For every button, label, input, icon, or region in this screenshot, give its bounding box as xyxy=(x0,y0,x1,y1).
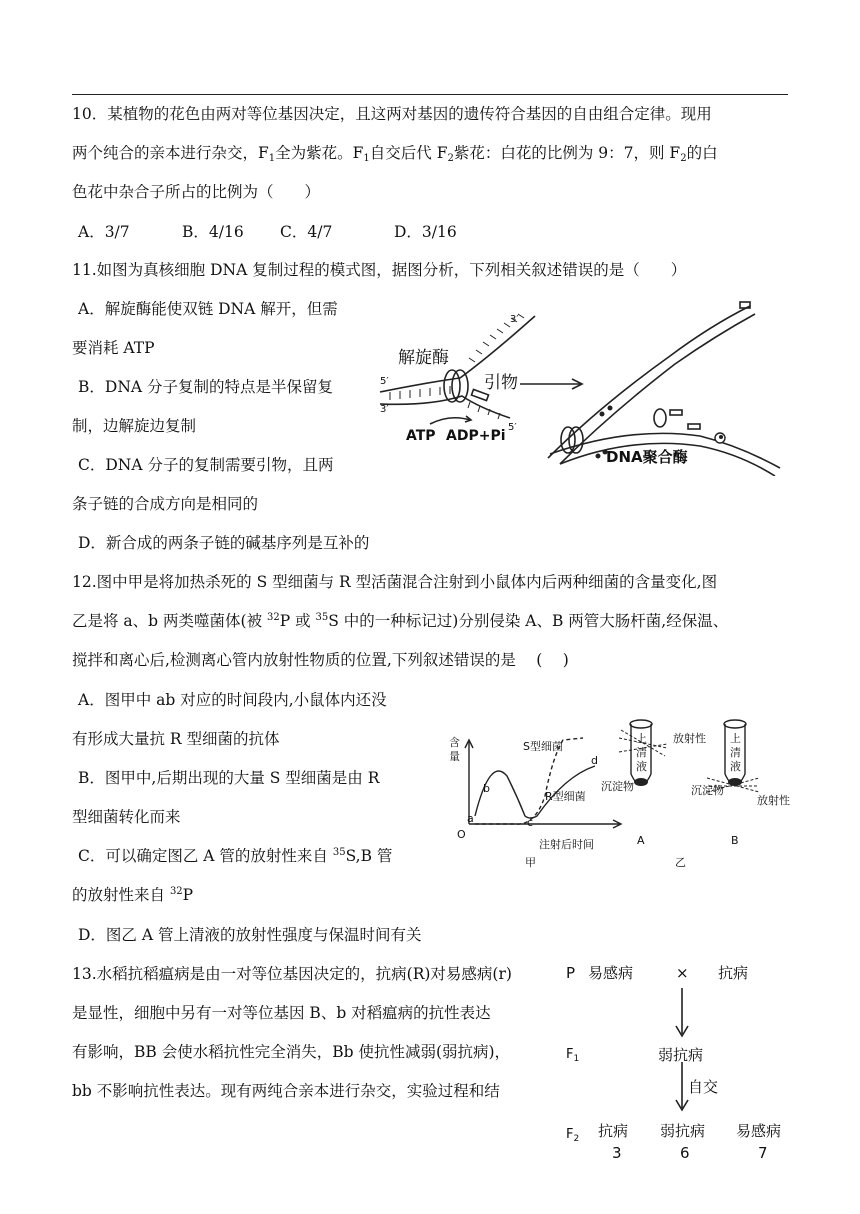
label-sediment-a: 沉淀物 xyxy=(601,780,634,793)
q13-line3: 有影响，BB 会使水稻抗性完全消失，Bb 使抗性减弱(弱抗病)， xyxy=(72,1043,511,1061)
label-cross: × xyxy=(676,964,689,982)
label-s-type: S型细菌 xyxy=(523,740,563,753)
label-r-type: R型细菌 xyxy=(545,790,586,803)
q11-option-c-line1: C．DNA 分子的复制需要引物，且两 xyxy=(78,456,334,474)
q12-line1: 12.图中甲是将加热杀死的 S 型细菌与 R 型活菌混合注射到小鼠体内后两种细菌的含量变化,图 xyxy=(72,573,718,591)
label-5prime-a: 5′ xyxy=(380,376,389,387)
label-radioactive-a: 放射性 xyxy=(673,732,706,745)
bacteria-phage-figure xyxy=(445,716,790,872)
label-tube-a: A xyxy=(637,834,645,847)
label-count-susceptible: 7 xyxy=(758,1144,768,1162)
label-point-d: d xyxy=(591,754,598,767)
label-point-a: a xyxy=(467,812,474,825)
label-selfing: 自交 xyxy=(688,1078,719,1096)
q13-line1: 13.水稻抗稻瘟病是由一对等位基因决定的，抗病(R)对易感病(r) xyxy=(72,965,512,983)
q13-line4: bb 不影响抗性表达。现有两纯合亲本进行杂交，实验过程和结 xyxy=(72,1082,500,1100)
label-f1: $F_1$ xyxy=(566,1047,580,1064)
q12-line3: 搅拌和离心后,检测离心管内放射性物质的位置,下列叙述错误的是 ( ) xyxy=(72,651,569,669)
label-point-c: c xyxy=(527,816,534,829)
label-radioactive-b: 放射性 xyxy=(757,794,790,807)
q12-option-b-line2: 型细菌转化而来 xyxy=(72,808,181,826)
label-3prime-b: 3′ xyxy=(380,404,389,415)
q12-option-a-line2: 有形成大量抗 R 型细菌的抗体 xyxy=(72,730,280,748)
q10-option-d: D．3/16 xyxy=(394,223,457,241)
label-origin: O xyxy=(457,828,466,841)
q12-option-c-line1: C．可以确定图乙 A 管的放射性来自 $^{35}$S,B 管 xyxy=(78,847,393,865)
q10-option-c: C．4/7 xyxy=(280,223,333,241)
q10-options xyxy=(78,222,457,242)
label-ylabel-2: 量 xyxy=(449,750,460,763)
q10-option-b: B．4/16 xyxy=(182,223,244,241)
q12-option-d: D．图乙 A 管上清液的放射性强度与保温时间有关 xyxy=(78,926,422,944)
label-parent-susceptible: 易感病 xyxy=(588,964,634,982)
label-p: P xyxy=(566,964,576,982)
q11-option-d: D．新合成的两条子链的碱基序列是互补的 xyxy=(78,534,370,552)
q11-option-a-line2: 要消耗 ATP xyxy=(72,339,155,357)
q11-option-b-line2: 制，边解旋边复制 xyxy=(72,417,197,435)
q12-option-c-line2: 的放射性来自 $^{32}$P xyxy=(72,886,194,904)
label-dna-polymerase: DNA聚合酶 xyxy=(606,448,688,466)
label-parent-resistant: 抗病 xyxy=(718,964,749,982)
label-f1-weak: 弱抗病 xyxy=(658,1046,704,1064)
q11-option-c-line2: 条子链的合成方向是相同的 xyxy=(72,495,259,513)
label-jia: 甲 xyxy=(525,856,536,869)
label-supernatant-a2: 清 xyxy=(636,746,647,759)
label-supernatant-b3: 液 xyxy=(730,760,741,773)
q10-option-a: A．3/7 xyxy=(78,223,130,241)
q12-option-a-line1: A．图甲中 ab 对应的时间段内,小鼠体内还没 xyxy=(78,691,387,709)
q11-option-a-line1: A．解旋酶能使双链 DNA 解开，但需 xyxy=(78,300,338,318)
label-point-b: b xyxy=(483,782,490,795)
q10-line2: 两个纯合的亲本进行杂交，$F_1$全为紫花。$F_1$自交后代 $F_2$紫花：白花的比例为 9：7，则 $F_2$的白 xyxy=(72,144,718,164)
q10-line3: 色花中杂合子所占的比例为（ ） xyxy=(72,183,321,201)
label-supernatant-a3: 液 xyxy=(636,760,647,773)
rice-cross-diagram xyxy=(560,958,796,1168)
label-f2-weak: 弱抗病 xyxy=(660,1122,706,1140)
label-helicase: 解旋酶 xyxy=(398,348,449,368)
q11-stem: 11.如图为真核细胞 DNA 复制过程的模式图，据图分析，下列相关叙述错误的是（ ） xyxy=(72,261,687,279)
label-supernatant-b: 上 xyxy=(730,732,741,745)
q10-line1: 10．某植物的花色由两对等位基因决定，且这两对基因的遗传符合基因的自由组合定律。现用 xyxy=(72,105,712,123)
label-f2-susceptible: 易感病 xyxy=(736,1122,782,1140)
label-f2: $F_2$ xyxy=(566,1127,580,1144)
label-3prime-a: 3′ xyxy=(510,314,519,325)
label-supernatant-b2: 清 xyxy=(730,746,741,759)
q12-line2: 乙是将 a、b 两类噬菌体(被 $^{32}$P 或 $^{35}$S 中的一种标记过)分别侵染 A、B 两管大肠杆菌,经保温、 xyxy=(72,612,729,630)
label-yi: 乙 xyxy=(675,856,686,869)
label-adp: ADP+Pi xyxy=(446,428,506,444)
label-primer: 引物 xyxy=(484,373,518,393)
q11-option-b-line1: B．DNA 分子复制的特点是半保留复 xyxy=(78,378,334,396)
label-ylabel-1: 含 xyxy=(449,736,460,749)
label-atp: ATP xyxy=(406,428,436,444)
q12-option-b-line1: B．图甲中,后期出现的大量 S 型细菌是由 R xyxy=(78,769,380,787)
label-xaxis: 注射后时间 xyxy=(539,838,594,851)
label-5prime-b: 5′ xyxy=(508,422,517,433)
label-sediment-b: 沉淀物 xyxy=(691,784,724,797)
header-rule xyxy=(72,94,788,95)
label-count-resistant: 3 xyxy=(612,1144,622,1162)
label-f2-resistant: 抗病 xyxy=(598,1122,629,1140)
label-tube-b: B xyxy=(731,834,739,847)
label-count-weak: 6 xyxy=(680,1144,690,1162)
dna-replication-diagram xyxy=(370,296,790,476)
label-supernatant-a: 上 xyxy=(636,732,647,745)
q13-line2: 是显性，细胞中另有一对等位基因 B、b 对稻瘟病的抗性表达 xyxy=(72,1004,491,1022)
